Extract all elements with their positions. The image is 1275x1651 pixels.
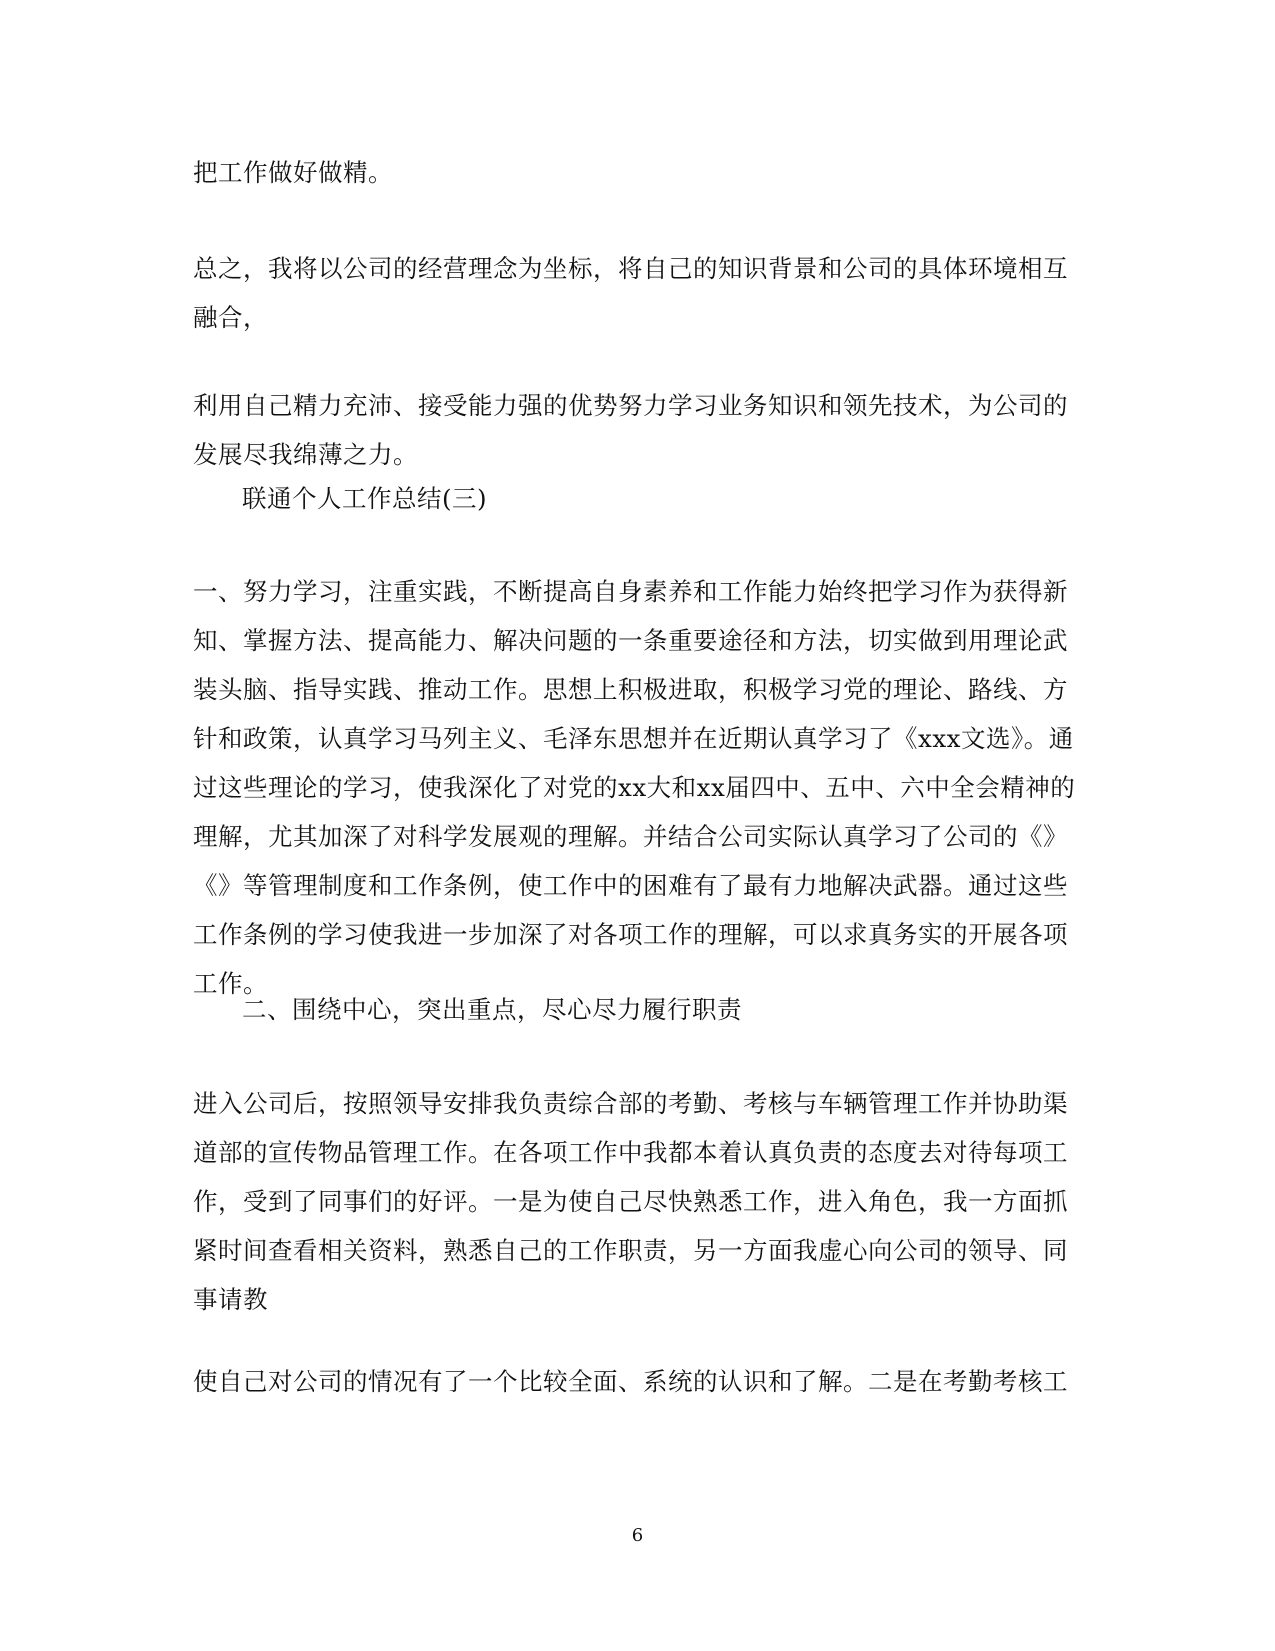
text-line: 事请教 — [193, 1285, 268, 1314]
text-line: 过这些理论的学习，使我深化了对党的xx大和xx届四中、五中、六中全会精神的 — [193, 773, 1076, 802]
text-line: 《》等管理制度和工作条例，使工作中的困难有了最有力地解决武器。通过这些 — [193, 871, 1068, 900]
section-heading — [242, 474, 1132, 523]
paragraph-duties — [193, 1079, 1083, 1324]
text-line: 知、掌握方法、提高能力、解决问题的一条重要途径和方法，切实做到用理论武 — [193, 626, 1068, 655]
text-line: 道部的宣传物品管理工作。在各项工作中我都本着认真负责的态度去对待每项工 — [193, 1138, 1068, 1167]
text-line: 利用自己精力充沛、接受能力强的优势努力学习业务知识和领先技术，为公司的 — [193, 391, 1068, 420]
text-line: 一、努力学习，注重实践，不断提高自身素养和工作能力始终把学习作为获得新 — [193, 577, 1068, 606]
text-line: 融合， — [193, 303, 268, 332]
text-line: 针和政策，认真学习马列主义、毛泽东思想并在近期认真学习了《xxx文选》。通 — [193, 724, 1074, 753]
text-line: 使自己对公司的情况有了一个比较全面、系统的认识和了解。二是在考勤考核工 — [193, 1367, 1068, 1396]
paragraph-summary — [193, 244, 1083, 342]
sub-heading — [242, 985, 1132, 1034]
text-line: 装头脑、指导实践、推动工作。思想上积极进取，积极学习党的理论、路线、方 — [193, 675, 1068, 704]
heading-text: 联通个人工作总结(三) — [242, 484, 488, 513]
paragraph-study-practice — [193, 567, 1083, 1008]
text-line: 发展尽我绵薄之力。 — [193, 440, 418, 469]
subheading-text: 二、围绕中心，突出重点，尽心尽力履行职责 — [242, 995, 742, 1024]
text-line: 工作。 — [193, 969, 268, 998]
text-line: 把工作做好做精。 — [193, 158, 393, 187]
text-line: 紧时间查看相关资料，熟悉自己的工作职责，另一方面我虚心向公司的领导、同 — [193, 1236, 1068, 1265]
paragraph-understanding — [193, 1357, 1083, 1406]
text-line: 总之，我将以公司的经营理念为坐标，将自己的知识背景和公司的具体环境相互 — [193, 254, 1068, 283]
text-line: 理解，尤其加深了对科学发展观的理解。并结合公司实际认真学习了公司的《》 — [193, 822, 1068, 851]
text-line: 工作条例的学习使我进一步加深了对各项工作的理解，可以求真务实的开展各项 — [193, 920, 1068, 949]
text-line: 进入公司后，按照领导安排我负责综合部的考勤、考核与车辆管理工作并协助渠 — [193, 1089, 1068, 1118]
page-number: 6 — [631, 1525, 644, 1546]
paragraph-commitment — [193, 381, 1083, 479]
paragraph-closing-line — [193, 148, 1083, 197]
text-line: 作，受到了同事们的好评。一是为使自己尽快熟悉工作，进入角色，我一方面抓 — [193, 1187, 1068, 1216]
